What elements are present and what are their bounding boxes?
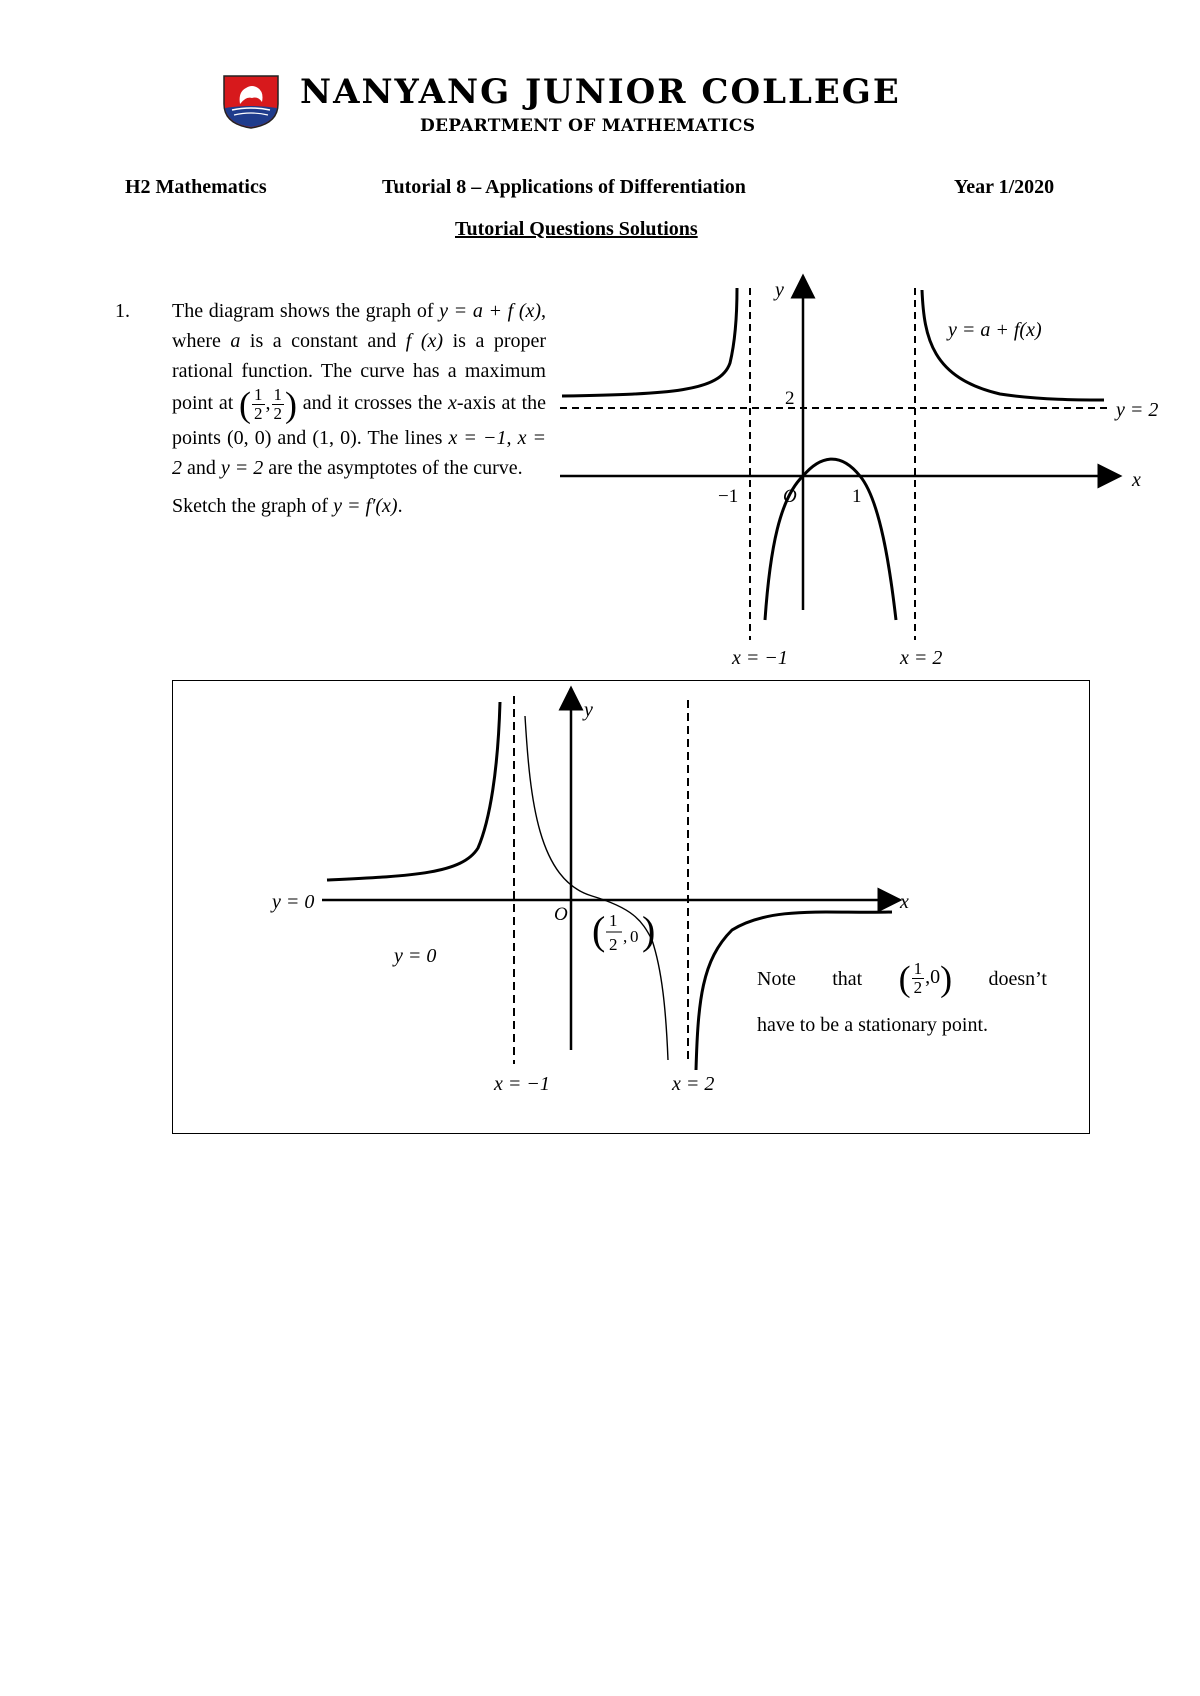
tick-2: 2 [785, 388, 795, 409]
solution-note: Note that ( $\frac{1}{2}$ ,0) doesn’t have to be a stationary point. [757, 958, 1047, 1036]
curve-middle-branch [765, 459, 896, 620]
year-label: Year 1/2020 [954, 176, 1055, 198]
vasym1-label: x = −1 [732, 647, 788, 669]
sol-hasym-label-left: y = 0 [272, 891, 315, 913]
x-axis-label: x [1132, 469, 1141, 491]
sol-root-den: 2 [609, 935, 618, 954]
sol-hasym-label-below: y = 0 [394, 945, 437, 967]
curve-label: y = a + f(x) [948, 319, 1042, 341]
tutorial-title: Tutorial 8 – Applications of Differentiation [382, 176, 746, 198]
sol-curve-middle-branch [525, 716, 668, 1060]
question-graph [560, 268, 1180, 670]
college-name: NANYANG JUNIOR COLLEGE [300, 72, 901, 112]
origin-label: O [783, 486, 797, 507]
sol-root-paren-right: ) [642, 908, 656, 953]
hasym-label: y = 2 [1116, 399, 1159, 421]
y-axis-label: y [775, 279, 784, 301]
solution-graph [172, 680, 1090, 1134]
sol-root-paren-left: ( [592, 908, 606, 953]
question-number: 1. [115, 300, 130, 322]
vasym2-label: x = 2 [900, 647, 943, 669]
tick-1: 1 [852, 486, 862, 507]
college-logo [222, 74, 280, 130]
sol-x-axis-label: x [900, 891, 909, 913]
subject-label: H2 Mathematics [125, 176, 267, 198]
sol-root-comma: , [623, 927, 628, 946]
sol-vasym2-label: x = 2 [672, 1073, 715, 1095]
department-name: DEPARTMENT OF MATHEMATICS [420, 116, 756, 136]
curve-right-branch [922, 290, 1104, 400]
sol-origin-label: O [554, 904, 568, 925]
sol-root-num: 1 [609, 911, 618, 930]
question-text: The diagram shows the graph of y = a + f (x), where a is a constant and f (x) is a proper rational function. The curve has a maximum point at ( $\frac{1}{2}$ , $\frac{1}{2}$ ) and it crosses the x-axis at the points (0, 0) and (1, 0). The lines x = −1, x = 2 and y = 2 are the asymptotes of the curve. Sketch the graph of y = f′(x). [172, 300, 547, 517]
curve-left-branch [562, 288, 737, 396]
sol-curve-left-branch [327, 702, 500, 880]
tick-minus1: −1 [718, 486, 739, 507]
sol-vasym1-label: x = −1 [494, 1073, 550, 1095]
sol-y-axis-label: y [584, 699, 593, 721]
solutions-title: Tutorial Questions Solutions [455, 218, 698, 240]
sol-root-y: 0 [630, 927, 639, 946]
